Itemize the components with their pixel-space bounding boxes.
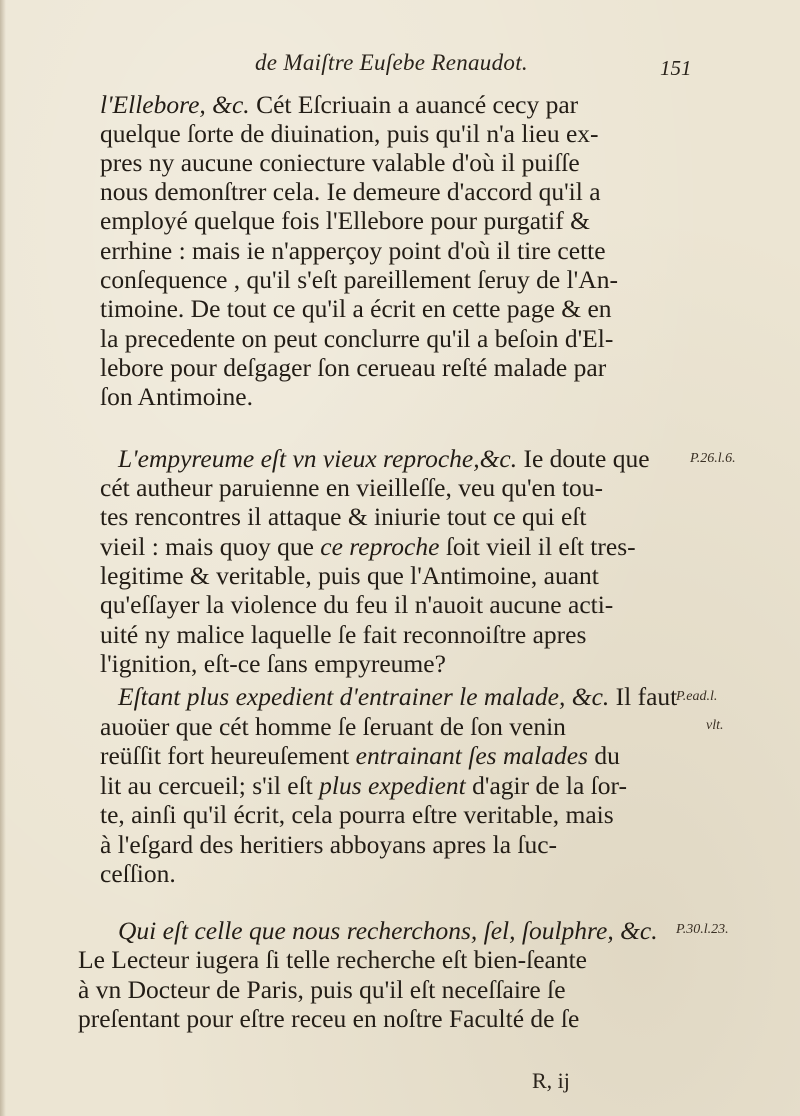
text-line [100,532,636,561]
italic-quote: l'Ellebore, &c. [100,90,250,119]
line-text: du [587,741,620,770]
text-line: cét autheur paruienne en vieilleſſe, veu qu'en tou- [100,473,604,502]
margin-note: P.26.l.6. [690,451,736,466]
italic-phrase: entrainant ſes malades [355,741,588,770]
text-line: preſentant pour eſtre receu en noſtre Faculté de ſe [78,1004,580,1033]
line-text: Ie doute que [517,444,650,473]
italic-quote: Eſtant plus expedient d'entrainer le malade, &c. [118,682,610,711]
italic-quote: L'empyreume eſt vn vieux reproche,&c. [118,444,518,473]
line-text: reüſſit fort heureuſement [100,741,356,770]
text-line: pres ny aucune coniecture valable d'où il puiſſe [100,148,580,177]
text-line: la precedente on peut conclurre qu'il a beſoin d'El- [100,324,614,353]
text-line [100,771,627,800]
page-number: 151 [660,56,692,80]
margin-note: P.ead.l. [676,689,718,704]
text-line [100,90,578,119]
text-line: Le Lecteur iugera ſi telle recherche eſt bien-ſeante [78,945,587,974]
text-line: legitime & veritable, puis que l'Antimoine, auant [100,561,599,590]
signature-mark: R, ij [532,1068,570,1093]
text-line [118,916,658,945]
italic-quote: Qui eſt celle que nous recherchons, ſel, ſoulphre, &c. [118,916,658,945]
text-line: à l'eſgard des heritiers abboyans apres la ſuc- [100,830,558,859]
text-line: nous demonſtrer cela. Ie demeure d'accord qu'il a [100,177,601,206]
text-line: à vn Docteur de Paris, puis qu'il eſt neceſſaire ſe [78,975,566,1004]
text-line [118,444,650,473]
margin-note: vlt. [706,718,724,733]
body-text [0,86,800,1076]
text-line: lebore pour deſgager ſon cerueau reſté malade par [100,353,607,382]
text-line: timoine. De tout ce qu'il a écrit en cette page & en [100,294,612,323]
text-line: ceſſion. [100,859,176,888]
text-line: tes rencontres il attaque & iniurie tout ce qui eſt [100,502,587,531]
italic-phrase: plus expedient [319,771,466,800]
italic-phrase: ce reproche [320,532,440,561]
line-text: Cét Eſcriuain a auancé cecy par [249,90,579,119]
text-line: l'ignition, eſt-ce ſans empyreume? [100,649,446,678]
text-line: auoüer que cét homme ſe ſeruant de ſon venin [100,712,566,741]
text-line: quelque ſorte de diuination, puis qu'il n'a lieu ex- [100,119,599,148]
line-text: ſoit vieil il eſt tres- [439,532,636,561]
text-line [100,741,620,770]
line-text: d'agir de la ſor- [465,771,627,800]
margin-note: P.30.l.23. [676,922,729,937]
text-line: errhine : mais ie n'apperçoy point d'où il tire cette [100,236,606,265]
line-text: lit au cercueil; s'il eſt [100,771,320,800]
text-line: ſon Antimoine. [100,382,253,411]
text-line: qu'eſſayer la violence du feu il n'auoit aucune acti- [100,590,614,619]
text-line: conſequence , qu'il s'eſt pareillement ſeruy de l'An- [100,265,618,294]
text-line: uité ny malice laquelle ſe fait reconnoiſtre apres [100,620,587,649]
line-text: vieil : mais quoy que [100,532,321,561]
text-line [118,682,677,711]
text-line: te, ainſi qu'il écrit, cela pourra eſtre veritable, mais [100,800,614,829]
line-text: Il faut [609,682,678,711]
running-head: de Maiſtre Euſebe Renaudot. [255,50,528,75]
text-line: employé quelque fois l'Ellebore pour purgatif & [100,206,590,235]
